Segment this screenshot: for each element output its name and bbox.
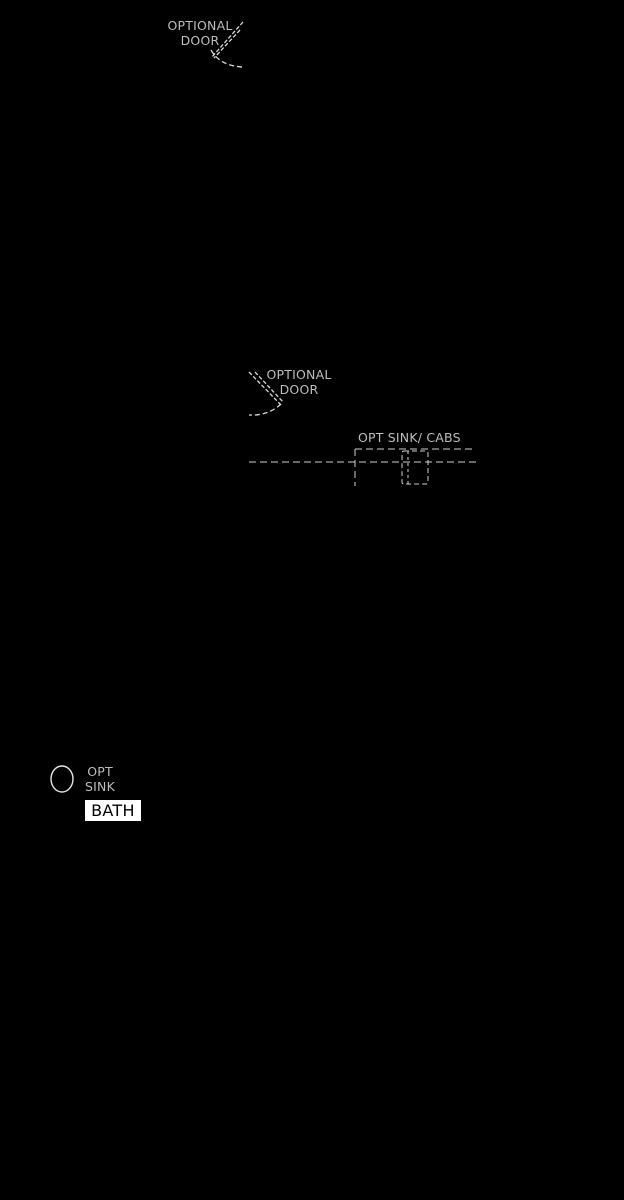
- optional-sink-cabs-label-text: OPT SINK/ CABS: [358, 430, 461, 445]
- optional-bath-sink: [51, 766, 73, 792]
- optional-door-label-upper-line1: OPTIONAL: [167, 18, 233, 33]
- optional-door-label-middle: [258, 367, 340, 397]
- room-label-bath: BATH: [85, 800, 141, 821]
- optional-sink-cabs-label: [358, 430, 461, 445]
- optional-sink-label-line2: SINK: [85, 779, 115, 794]
- optional-sink-cabinets: [249, 449, 476, 486]
- optional-door-label-middle-line1: OPTIONAL: [266, 367, 332, 382]
- optional-sink-label: [80, 764, 120, 794]
- optional-sink-label-line1: OPT: [87, 764, 113, 779]
- optional-door-label-middle-line2: DOOR: [279, 382, 319, 397]
- optional-door-label-upper: [154, 18, 246, 48]
- optional-door-label-upper-line2: DOOR: [180, 33, 220, 48]
